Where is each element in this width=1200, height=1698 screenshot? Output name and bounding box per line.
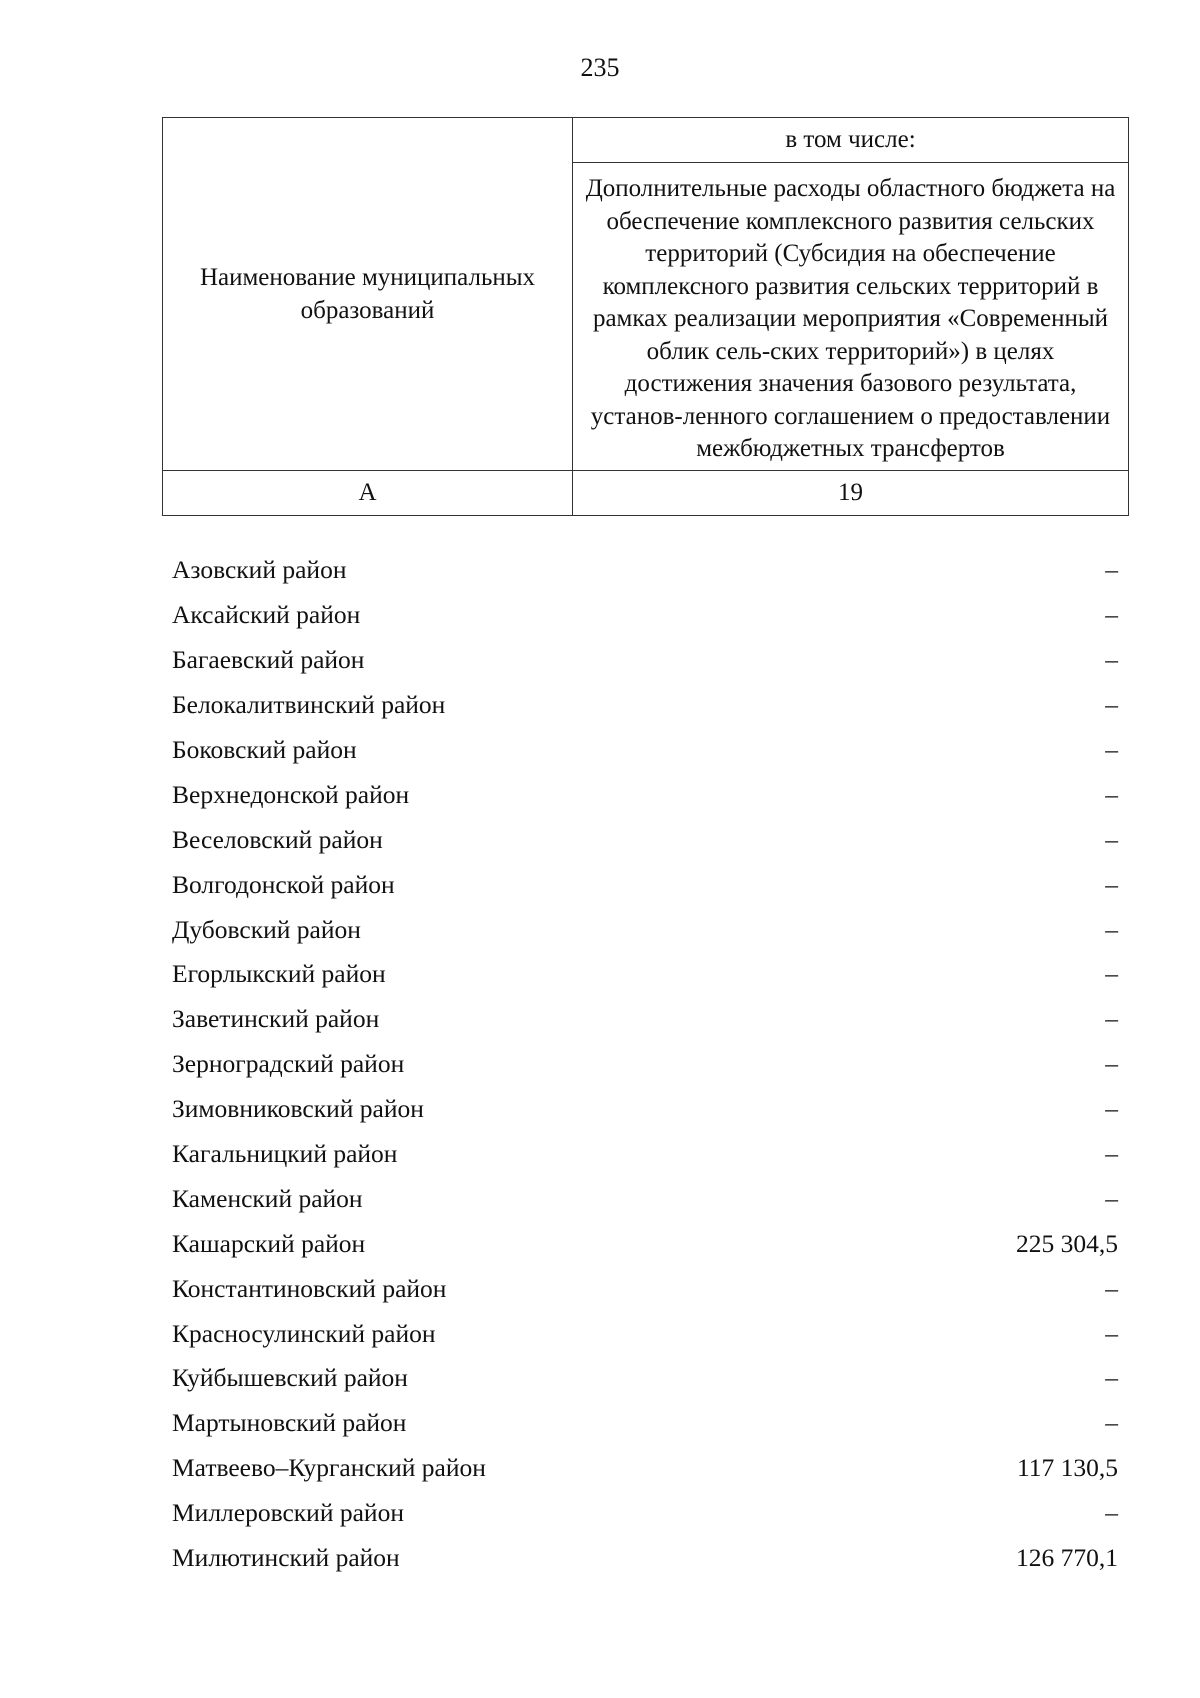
- municipality-name: Боковский район: [172, 735, 357, 764]
- table-row: [172, 772, 1118, 817]
- row-value: –: [1105, 1363, 1118, 1393]
- table-row: [172, 862, 1118, 907]
- table-row: [172, 997, 1118, 1042]
- table-row: [172, 1132, 1118, 1177]
- table-row: [172, 728, 1118, 773]
- municipality-name: Мартыновский район: [172, 1408, 407, 1438]
- row-value: –: [1105, 869, 1118, 899]
- table-row: [172, 1311, 1118, 1356]
- municipality-name: Каменский район: [172, 1183, 363, 1213]
- table-row: [172, 952, 1118, 997]
- table-row: [172, 1491, 1118, 1536]
- value-column-index: 19: [573, 470, 1129, 515]
- row-value: –: [1105, 779, 1118, 809]
- municipality-name: Заветинский район: [172, 1004, 380, 1034]
- municipality-name: Миллеровский район: [172, 1498, 404, 1528]
- municipality-name: Дубовский район: [172, 914, 361, 944]
- table-row: [172, 817, 1118, 862]
- municipality-name: Зерноградский район: [172, 1049, 405, 1079]
- row-value: –: [1105, 690, 1118, 720]
- table-row: [172, 593, 1118, 638]
- municipality-name: Матвеево–Курганский район: [172, 1453, 486, 1483]
- row-value: –: [1105, 1139, 1118, 1169]
- table-row: [172, 1401, 1118, 1446]
- name-column-header: Наименование муниципальных образований: [163, 118, 573, 471]
- table-row: [172, 1087, 1118, 1132]
- municipality-name: Кагальницкий район: [172, 1139, 398, 1169]
- row-value: –: [1105, 959, 1118, 989]
- table-row: [172, 1446, 1118, 1491]
- row-value: –: [1105, 735, 1118, 764]
- row-value: –: [1105, 1094, 1118, 1124]
- row-value: 126 770,1: [1016, 1543, 1118, 1573]
- row-value: –: [1105, 914, 1118, 944]
- municipality-name: Аксайский район: [172, 600, 361, 630]
- table-row: [172, 907, 1118, 952]
- value-column-header: Дополнительные расходы областного бюджета на обеспечение комплексного развития сельских территорий (Субсидия на обеспечение комплексного развития сельских территорий в рамках реализации мероприятия «Современный облик сель-ских территорий») в целях достижения значения базового результата, установ-ленного соглашением о предоставлении межбюджетных трансфертов: [573, 163, 1129, 471]
- row-value: –: [1105, 1049, 1118, 1079]
- row-value: –: [1105, 1318, 1118, 1348]
- municipality-name: Красносулинский район: [172, 1318, 436, 1348]
- municipality-name: Белокалитвинский район: [172, 690, 446, 720]
- row-value: –: [1105, 1004, 1118, 1034]
- table-row: [172, 1266, 1118, 1311]
- municipality-name: Куйбышевский район: [172, 1363, 408, 1393]
- table-row: [172, 1042, 1118, 1087]
- row-value: 117 130,5: [1016, 1453, 1118, 1483]
- municipality-name: Багаевский район: [172, 645, 365, 675]
- row-value: –: [1105, 1273, 1118, 1303]
- row-value: –: [1105, 824, 1118, 854]
- row-value: –: [1105, 645, 1118, 675]
- municipality-name: Азовский район: [172, 555, 347, 585]
- row-value: –: [1105, 1183, 1118, 1213]
- row-value: –: [1105, 1498, 1118, 1528]
- table-row: [172, 1176, 1118, 1221]
- table-row: [172, 1221, 1118, 1266]
- row-value: –: [1105, 1408, 1118, 1438]
- municipality-name: Егорлыкский район: [172, 959, 386, 989]
- municipality-name: Кашарский район: [172, 1228, 366, 1258]
- table-row: [172, 638, 1118, 683]
- municipality-name: Константиновский район: [172, 1273, 447, 1303]
- table-row: [172, 683, 1118, 728]
- table-row: [172, 1356, 1118, 1401]
- group-label-header: в том числе:: [573, 118, 1129, 163]
- municipality-name: Зимовниковский район: [172, 1094, 424, 1124]
- table-body: [172, 548, 1118, 1580]
- page-number: 235: [580, 53, 620, 82]
- table-row: [172, 548, 1118, 593]
- row-value: 225 304,5: [1016, 1228, 1118, 1258]
- municipality-name: Веселовский район: [172, 824, 383, 854]
- table-row: [172, 1536, 1118, 1581]
- table-header: [162, 117, 1129, 516]
- row-value: –: [1105, 600, 1118, 630]
- municipality-name: Верхнедонской район: [172, 779, 410, 809]
- name-column-index: А: [163, 470, 573, 515]
- row-value: –: [1105, 555, 1118, 585]
- municipality-name: Милютинский район: [172, 1543, 400, 1573]
- municipality-name: Волгодонской район: [172, 869, 395, 899]
